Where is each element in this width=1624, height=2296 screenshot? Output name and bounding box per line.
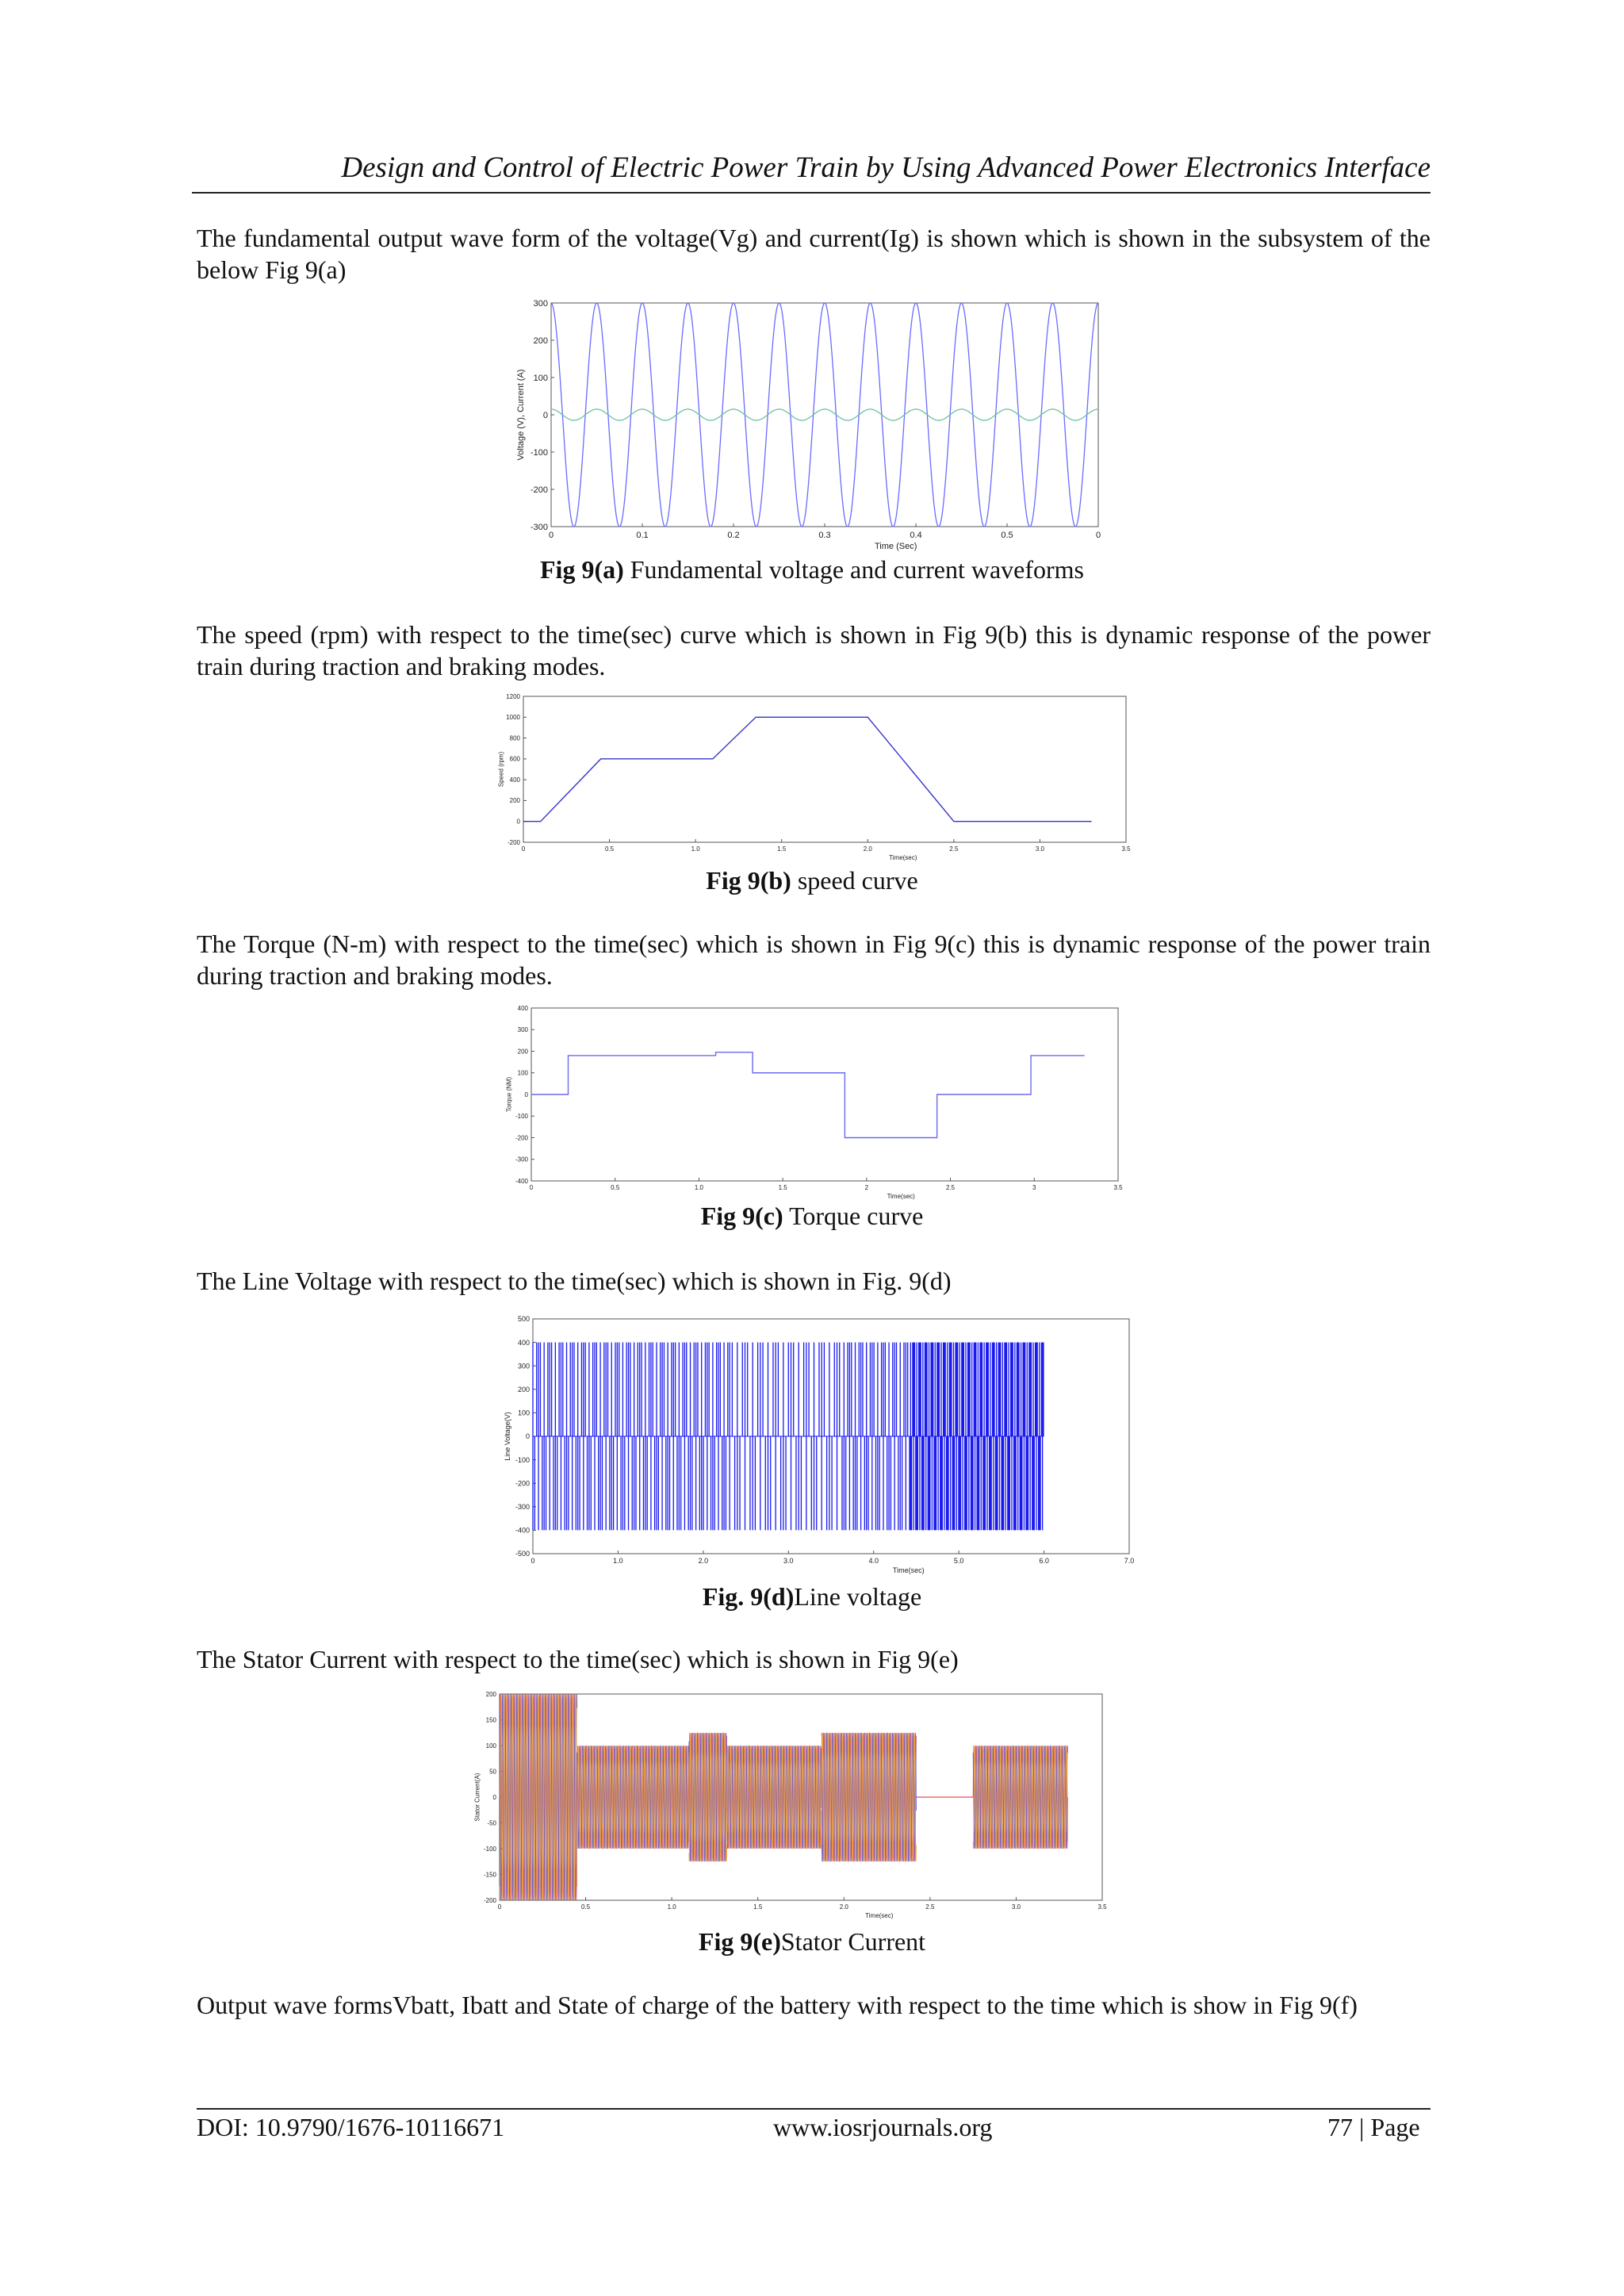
caption-fig9b: Fig 9(b) speed curve — [706, 866, 918, 895]
paragraph-fig9d-intro: The Line Voltage with respect to the time(sec) which is shown in Fig. 9(d) — [197, 1267, 952, 1295]
footer-page-number: 77 | Page — [1327, 2113, 1420, 2141]
x-tick-label: 6.0 — [1039, 1557, 1049, 1565]
y-tick-label: -300 — [515, 1502, 530, 1511]
y-tick-label: -50 — [487, 1819, 496, 1827]
y-tick-label: 400 — [517, 1338, 530, 1347]
x-tick-label: 0 — [529, 1184, 534, 1191]
footer-rule — [197, 2108, 1431, 2110]
y-tick-label: -200 — [507, 838, 520, 846]
x-tick-label: 0 — [548, 531, 554, 540]
y-axis-label: Stator Current(A) — [473, 1773, 481, 1822]
y-tick-label: 800 — [509, 734, 520, 742]
x-tick-label: 0.4 — [910, 531, 922, 540]
x-axis-label: Time(sec) — [892, 1566, 925, 1574]
x-axis-label: Time(sec) — [887, 1193, 915, 1200]
x-tick-label: 4.0 — [868, 1557, 879, 1565]
paragraph-fig9e-intro: The Stator Current with respect to the time(sec) which is shown in Fig 9(e) — [197, 1645, 959, 1673]
x-tick-label: 0.2 — [727, 531, 740, 540]
x-tick-label: 3.0 — [1035, 845, 1044, 853]
x-tick-label: 3.0 — [1011, 1903, 1021, 1911]
y-tick-label: -100 — [515, 1455, 530, 1464]
y-tick-label: 0 — [492, 1793, 496, 1801]
x-tick-label: 0 — [1095, 531, 1101, 540]
x-tick-label: 1.0 — [691, 845, 700, 853]
y-axis-label: Voltage (V), Current (A) — [515, 369, 526, 461]
y-tick-label: 300 — [517, 1026, 528, 1034]
x-axis-label: Time(sec) — [889, 854, 917, 861]
y-tick-label: -300 — [530, 522, 548, 532]
y-tick-label: 100 — [533, 373, 548, 383]
x-axis-label: Time(sec) — [865, 1912, 894, 1919]
chart-fig9e — [460, 1689, 1118, 1919]
y-axis-label: Torque (NM) — [505, 1076, 513, 1113]
caption-fig9d: Fig. 9(d)Line voltage — [702, 1582, 922, 1611]
x-tick-label: 2.5 — [925, 1903, 935, 1911]
x-tick-label: 1.5 — [777, 845, 787, 853]
x-tick-label: 1.0 — [613, 1557, 623, 1565]
x-tick-label: 0.5 — [605, 845, 615, 853]
footer-website: www.iosrjournals.org — [773, 2113, 993, 2141]
y-tick-label: -200 — [530, 485, 548, 495]
y-tick-label: 400 — [509, 776, 520, 784]
x-tick-label: 1.0 — [667, 1903, 676, 1911]
y-tick-label: 200 — [485, 1690, 496, 1698]
y-tick-label: 200 — [517, 1048, 528, 1056]
y-tick-label: -100 — [530, 447, 548, 458]
plot-frame — [551, 303, 1098, 527]
y-tick-label: -200 — [515, 1479, 530, 1488]
paragraph-fig9f-intro: Output wave formsVbatt, Ibatt and State of charge of the battery with respect to the time which is show in Fig 9(f) — [197, 1991, 1358, 2019]
y-tick-label: 100 — [485, 1742, 496, 1750]
paragraph-fig9b-intro: The speed (rpm) with respect to the time(sec) curve which is shown in Fig 9(b) this is dynamic response of the power train during traction and braking modes. — [197, 620, 1431, 680]
x-tick-label: 1.5 — [753, 1903, 763, 1911]
series-line — [531, 1052, 1085, 1138]
x-tick-label: 1.5 — [778, 1184, 787, 1191]
y-tick-label: 1200 — [506, 692, 520, 700]
y-tick-label: -300 — [515, 1156, 528, 1163]
chart-fig9d — [492, 1313, 1150, 1582]
y-tick-label: 1000 — [506, 714, 520, 722]
x-tick-label: 0.5 — [581, 1903, 591, 1911]
caption-fig9c: Fig 9(c) Torque curve — [700, 1202, 924, 1230]
y-tick-label: 400 — [517, 1004, 528, 1012]
chart-fig9a — [492, 300, 1142, 554]
running-header: Design and Control of Electric Power Train by Using Advanced Power Electronics Interface — [192, 151, 1431, 194]
x-tick-label: 3.5 — [1113, 1184, 1123, 1191]
x-tick-label: 5.0 — [953, 1557, 964, 1565]
y-tick-label: 150 — [485, 1716, 496, 1724]
y-tick-label: -200 — [483, 1896, 496, 1904]
x-tick-label: 7.0 — [1124, 1557, 1135, 1565]
y-tick-label: 600 — [509, 755, 520, 763]
paragraph-fig9a-intro: The fundamental output wave form of the voltage(Vg) and current(Ig) is shown which is shown in the subsystem of the below Fig 9(a) — [197, 224, 1431, 284]
series-line-0 — [551, 303, 1098, 527]
x-tick-label: 0.3 — [818, 531, 831, 540]
x-tick-label: 3.5 — [1121, 845, 1131, 853]
footer-doi: DOI: 10.9790/1676-10116671 — [197, 2113, 505, 2141]
y-tick-label: 300 — [517, 1362, 530, 1370]
x-tick-label: 0.5 — [611, 1184, 620, 1191]
y-tick-label: 200 — [509, 797, 520, 805]
y-tick-label: -500 — [515, 1550, 530, 1558]
x-tick-label: 2.0 — [698, 1557, 709, 1565]
y-tick-label: -100 — [483, 1845, 496, 1853]
y-tick-label: 0 — [542, 410, 548, 420]
y-axis-label: Speed (rpm) — [497, 751, 505, 788]
x-tick-label: 0 — [497, 1903, 502, 1911]
y-tick-label: 300 — [533, 298, 548, 309]
series-line — [523, 717, 1092, 821]
y-tick-label: 100 — [517, 1409, 530, 1417]
x-tick-label: 2.0 — [863, 845, 872, 853]
x-tick-label: 0 — [530, 1557, 535, 1565]
x-tick-label: 2.5 — [949, 845, 959, 853]
x-tick-label: 3.5 — [1097, 1903, 1107, 1911]
x-tick-label: 1.0 — [694, 1184, 703, 1191]
y-tick-label: -400 — [515, 1526, 530, 1535]
x-tick-label: 2.5 — [946, 1184, 956, 1191]
y-tick-label: 0 — [524, 1091, 528, 1098]
chart-fig9b — [492, 692, 1142, 866]
chart-fig9c — [492, 1003, 1142, 1202]
y-tick-label: 0 — [516, 818, 520, 826]
y-tick-label: -200 — [515, 1134, 528, 1142]
y-tick-label: 200 — [533, 335, 548, 346]
x-tick-label: 3.0 — [783, 1557, 794, 1565]
y-tick-label: 50 — [489, 1768, 496, 1776]
x-tick-label: 0.1 — [636, 531, 649, 540]
y-tick-label: 100 — [517, 1069, 528, 1077]
caption-fig9a: Fig 9(a) Fundamental voltage and current waveforms — [540, 555, 1084, 584]
x-tick-label: 0 — [521, 845, 526, 853]
y-tick-label: -100 — [515, 1113, 528, 1121]
y-tick-label: -400 — [515, 1177, 528, 1185]
y-tick-label: 500 — [517, 1315, 530, 1324]
series-line-1 — [551, 409, 1098, 420]
y-tick-label: -150 — [483, 1871, 496, 1879]
y-axis-label: Line Voltage(V) — [504, 1412, 512, 1461]
x-tick-label: 0.5 — [1001, 531, 1013, 540]
x-tick-label: 3 — [1032, 1184, 1036, 1191]
paragraph-fig9c-intro: The Torque (N-m) with respect to the time(sec) which is shown in Fig 9(c) this is dynamic response of the power train during traction and braking modes. — [197, 930, 1431, 990]
y-tick-label: 0 — [525, 1432, 530, 1441]
plot-frame — [523, 696, 1126, 842]
caption-fig9e: Fig 9(e)Stator Current — [698, 1927, 926, 1956]
y-tick-label: 200 — [517, 1385, 530, 1393]
x-tick-label: 2 — [864, 1184, 869, 1191]
x-tick-label: 2.0 — [839, 1903, 848, 1911]
x-axis-label: Time (Sec) — [875, 542, 917, 551]
